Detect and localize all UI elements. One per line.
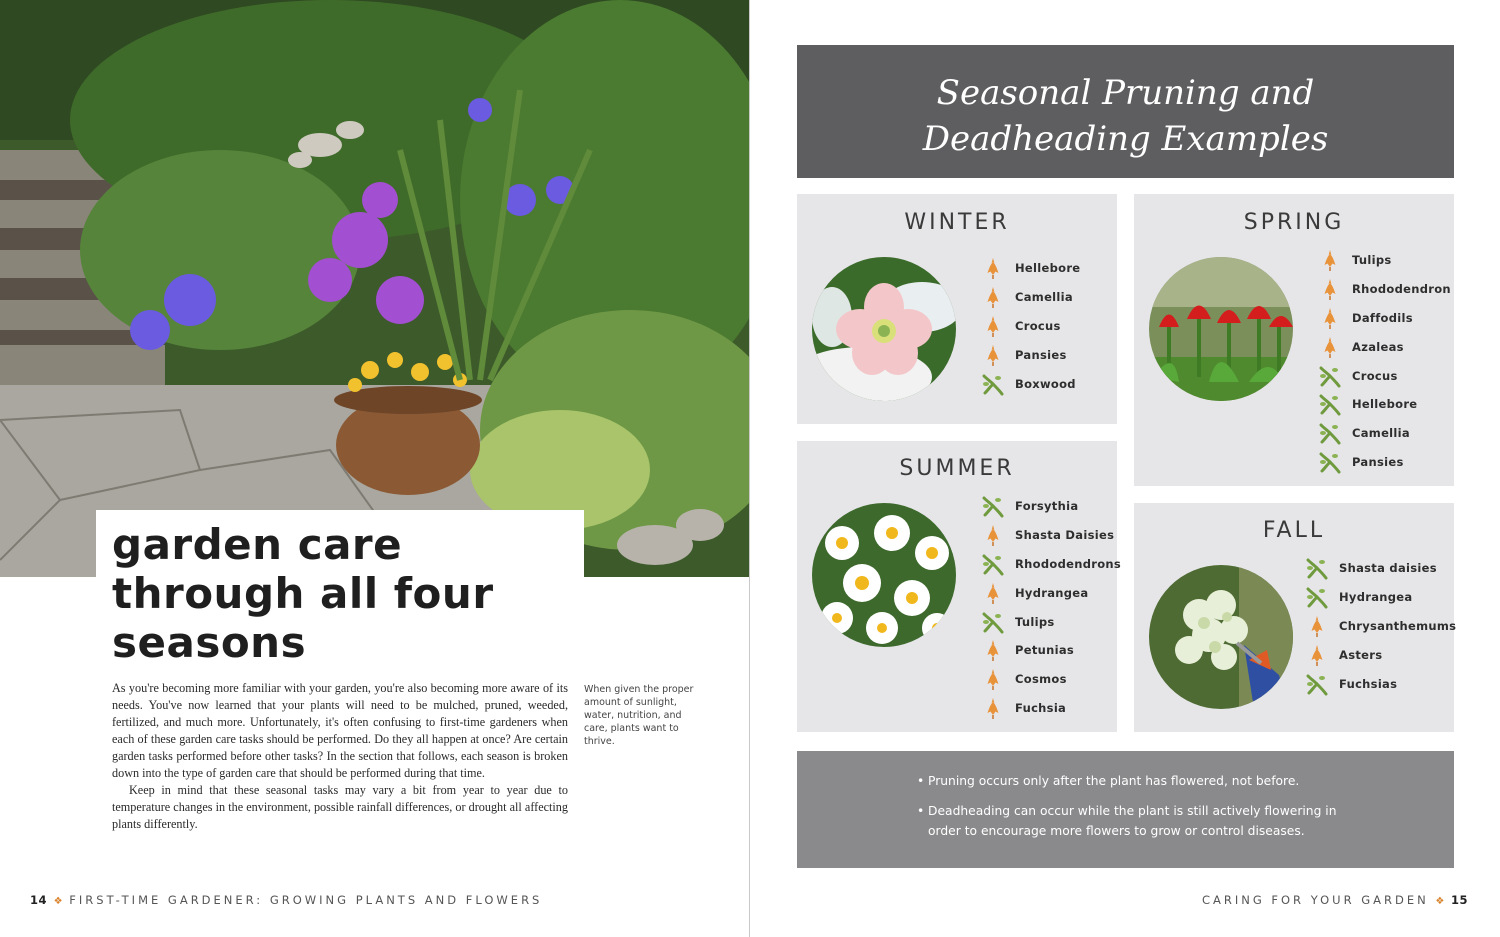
- left-folio: [30, 893, 542, 907]
- plant-label: Forsythia: [1015, 499, 1079, 514]
- pruning-shears-icon: [1305, 672, 1329, 696]
- plant-label: Tulips: [1352, 253, 1392, 268]
- notes-box: [797, 751, 1454, 868]
- list-item: [981, 665, 1121, 694]
- list-item: [981, 578, 1121, 607]
- list-item: [1318, 361, 1451, 390]
- deadhead-flower-icon: [1305, 614, 1329, 638]
- plant-label: Hellebore: [1015, 261, 1081, 276]
- list-item: [1318, 304, 1451, 333]
- list-item: [981, 521, 1121, 550]
- pruning-shears-icon: [981, 494, 1005, 518]
- deadhead-flower-icon: [981, 256, 1005, 280]
- winter-photo: [812, 257, 956, 401]
- summer-plant-list: [981, 492, 1121, 722]
- spring-plant-list: [1318, 246, 1451, 476]
- deadhead-flower-icon: [1318, 335, 1342, 359]
- plant-label: Pansies: [1352, 454, 1404, 469]
- winter-plant-list: [981, 254, 1080, 398]
- diamond-icon: ❖: [53, 896, 63, 907]
- plant-label: Fuchsia: [1015, 700, 1067, 715]
- list-item: [1305, 640, 1456, 669]
- page-title: garden care through all four seasons: [112, 520, 494, 667]
- deadhead-flower-icon: [981, 343, 1005, 367]
- note-item: [917, 771, 1337, 791]
- list-item: [1318, 332, 1451, 361]
- plant-label: Azaleas: [1352, 339, 1404, 354]
- deadhead-flower-icon: [981, 523, 1005, 547]
- list-item: [981, 254, 1080, 283]
- fall-heading: FALL: [1262, 518, 1326, 543]
- plant-label: Daffodils: [1352, 310, 1413, 325]
- deadhead-flower-icon: [981, 638, 1005, 662]
- pruning-shears-icon: [1305, 556, 1329, 580]
- deadhead-flower-icon: [1318, 248, 1342, 272]
- plant-label: Asters: [1339, 647, 1383, 662]
- pruning-shears-icon: [981, 610, 1005, 634]
- list-item: [1318, 448, 1451, 477]
- summer-photo: [812, 503, 956, 647]
- plant-label: Camellia: [1015, 290, 1073, 305]
- plant-label: Shasta daisies: [1339, 561, 1437, 576]
- fall-photo: [1149, 565, 1293, 709]
- pruning-shears-icon: [1318, 450, 1342, 474]
- list-item: [1318, 246, 1451, 275]
- body-paragraph: Keep in mind that these seasonal tasks may vary a bit from year to year due to temperature changes in the environment, possible rainfall differences, or drought all affecting plants differently.: [112, 783, 568, 831]
- fall-plant-list: [1305, 554, 1456, 698]
- plant-label: Shasta Daisies: [1015, 528, 1115, 543]
- pruning-shears-icon: [1318, 392, 1342, 416]
- deadhead-flower-icon: [981, 581, 1005, 605]
- page-gutter: [749, 0, 750, 937]
- plant-label: Crocus: [1015, 318, 1061, 333]
- body-paragraph: As you're becoming more familiar with your garden, you're also becoming more aware of its needs. You've now learned that your plants will need to be mulched, pruned, weeded, fertilized, and much more. Unfortunately, it's often confusing to first-time gardeners when each of these garden care tasks should be performed. Do they all happen at once? Are certain garden tasks performed before other tasks? In the section that follows, each season is broken down into the type of garden care that should be performed during that time.: [112, 681, 568, 780]
- summer-heading: SUMMER: [899, 456, 1015, 481]
- plant-label: Hellebore: [1352, 397, 1418, 412]
- pruning-shears-icon: [1318, 364, 1342, 388]
- body-text: [112, 680, 568, 845]
- folio-text: CARING FOR YOUR GARDEN: [1201, 893, 1429, 907]
- garden-photo: [0, 0, 749, 577]
- plant-label: Boxwood: [1015, 376, 1076, 391]
- list-item: [1318, 275, 1451, 304]
- note-text: Deadheading can occur while the plant is still actively flowering in order to encourage more flowers to grow or control diseases.: [928, 804, 1337, 838]
- pruning-shears-icon: [1318, 421, 1342, 445]
- deadhead-flower-icon: [1318, 277, 1342, 301]
- plant-label: Pansies: [1015, 347, 1067, 362]
- deadhead-flower-icon: [981, 667, 1005, 691]
- note-item: [917, 801, 1337, 841]
- list-item: [981, 694, 1121, 723]
- winter-heading: WINTER: [904, 210, 1010, 235]
- deadhead-flower-icon: [1305, 643, 1329, 667]
- plant-label: Hydrangea: [1015, 585, 1089, 600]
- sidenote: When given the proper amount of sunlight, water, nutrition, and care, plants want to thrive.: [584, 684, 694, 747]
- plant-label: Petunias: [1015, 643, 1075, 658]
- spring-heading: SPRING: [1243, 210, 1345, 235]
- banner-title: Seasonal Pruning and Deadheading Examples: [922, 73, 1329, 159]
- diamond-icon: ❖: [1435, 896, 1445, 907]
- list-item: [981, 492, 1121, 521]
- list-item: [981, 312, 1080, 341]
- plant-label: Chrysanthemums: [1339, 618, 1457, 633]
- deadhead-flower-icon: [981, 696, 1005, 720]
- plant-label: Rhododendrons: [1015, 556, 1122, 571]
- list-item: [1318, 390, 1451, 419]
- page-number: 14: [30, 893, 48, 907]
- plant-label: Hydrangea: [1339, 590, 1413, 605]
- page-number: 15: [1450, 893, 1468, 907]
- list-item: [981, 283, 1080, 312]
- spring-photo: [1149, 257, 1293, 401]
- bullet-icon: •: [917, 804, 925, 818]
- plant-label: Fuchsias: [1339, 676, 1398, 691]
- deadhead-flower-icon: [981, 314, 1005, 338]
- plant-label: Rhododendron: [1352, 282, 1451, 297]
- deadhead-flower-icon: [1318, 306, 1342, 330]
- list-item: [1305, 612, 1456, 641]
- list-item: [1305, 554, 1456, 583]
- bullet-icon: •: [917, 774, 925, 788]
- list-item: [981, 636, 1121, 665]
- pruning-shears-icon: [1305, 585, 1329, 609]
- list-item: [1305, 669, 1456, 698]
- pruning-shears-icon: [981, 552, 1005, 576]
- plant-label: Cosmos: [1015, 672, 1067, 687]
- plant-label: Crocus: [1352, 368, 1398, 383]
- deadhead-flower-icon: [981, 285, 1005, 309]
- list-item: [981, 550, 1121, 579]
- list-item: [981, 340, 1080, 369]
- list-item: [981, 369, 1080, 398]
- list-item: [981, 607, 1121, 636]
- list-item: [1318, 419, 1451, 448]
- notes-list: [917, 771, 1337, 851]
- note-text: Pruning occurs only after the plant has flowered, not before.: [928, 774, 1300, 788]
- list-item: [1305, 583, 1456, 612]
- pruning-shears-icon: [981, 372, 1005, 396]
- folio-text: FIRST-TIME GARDENER: GROWING PLANTS AND FLOWERS: [69, 893, 543, 907]
- plant-label: Tulips: [1015, 614, 1055, 629]
- plant-label: Camellia: [1352, 426, 1410, 441]
- right-folio: [1202, 893, 1468, 907]
